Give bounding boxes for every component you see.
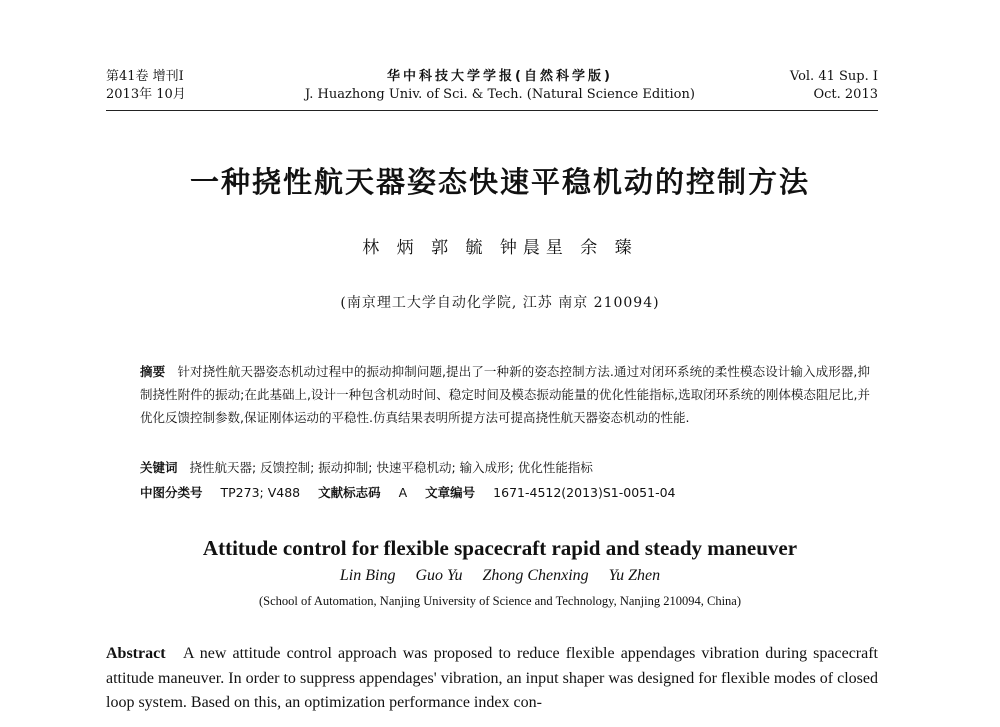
doc-code-label: 文献标志码 bbox=[318, 485, 381, 500]
journal-name bbox=[240, 68, 760, 104]
abstract-cn-label: 摘要 bbox=[140, 364, 166, 379]
authors-en bbox=[0, 567, 1000, 585]
author-en: Lin Bing bbox=[339, 567, 396, 584]
journal-name-en: J. Huazhong Univ. of Sci. & Tech. (Natural Science Edition) bbox=[305, 87, 695, 102]
paper-title-en: Attitude control for flexible spacecraft rapid and steady maneuver bbox=[202, 536, 798, 560]
affiliation-cn: (南京理工大学自动化学院, 江苏 南京 210094) bbox=[340, 295, 660, 311]
volume-issue-en: Vol. 41 Sup. Ⅰ bbox=[789, 69, 878, 84]
issue-date-en: Oct. 2013 bbox=[813, 87, 878, 102]
issue-date-cn: 2013年 10月 bbox=[106, 87, 186, 102]
author-en: Yu Zhen bbox=[608, 567, 661, 584]
abstract-cn bbox=[140, 360, 870, 429]
paper-title-cn: 一种挠性航天器姿态快速平稳机动的控制方法 bbox=[189, 165, 810, 199]
keywords-cn bbox=[140, 458, 593, 476]
affiliation-en: (School of Automation, Nanjing University of Science and Technology, Nanjing 210094, China) bbox=[258, 594, 742, 608]
header-divider bbox=[106, 110, 878, 111]
keywords-cn-text: 挠性航天器; 反馈控制; 振动抑制; 快速平稳机动; 输入成形; 优化性能指标 bbox=[189, 460, 593, 475]
journal-volume-info bbox=[106, 68, 186, 104]
authors-cn: 林 炳 郭 毓 钟晨星 余 臻 bbox=[362, 238, 638, 258]
article-number-label: 文章编号 bbox=[425, 485, 476, 500]
abstract-cn-text: 针对挠性航天器姿态机动过程中的振动抑制问题,提出了一种新的姿态控制方法.通过对闭环系统的柔性模态设计输入成形器,抑制挠性附件的振动;在此基础上,设计一种包含机动时间、稳定时间及模态振动能量的优化性能指标,选取闭环系统的刚体模态阻尼比,并优化反馈控制参数,保证刚体运动的平稳性.仿真结果表明所提方法可提高挠性航天器姿态机动的性能. bbox=[140, 364, 870, 425]
abstract-en-text: A new attitude control approach was proposed to reduce flexible appendages vibration during spacecraft attitude maneuver. In order to suppress appendages' vibration, an input shaper was designed for flexible modes of closed loop system. Based on this, an optimization performance index con- bbox=[106, 645, 878, 711]
article-number-value: 1671-4512(2013)S1-0051-04 bbox=[493, 485, 676, 500]
abstract-en-label: Abstract bbox=[106, 645, 166, 662]
clc-value: TP273; V488 bbox=[220, 485, 301, 500]
volume-issue: 第41卷 增刊Ⅰ bbox=[106, 69, 184, 84]
abstract-en bbox=[106, 642, 878, 716]
author-en: Zhong Chenxing bbox=[482, 567, 589, 584]
doc-code-value: A bbox=[398, 485, 408, 500]
journal-name-cn: 华中科技大学学报(自然科学版) bbox=[387, 69, 613, 84]
keywords-cn-label: 关键词 bbox=[140, 460, 178, 475]
classification-line bbox=[140, 483, 690, 501]
journal-volume-info-en bbox=[790, 68, 878, 104]
clc-label: 中图分类号 bbox=[140, 485, 203, 500]
author-en: Guo Yu bbox=[415, 567, 463, 584]
